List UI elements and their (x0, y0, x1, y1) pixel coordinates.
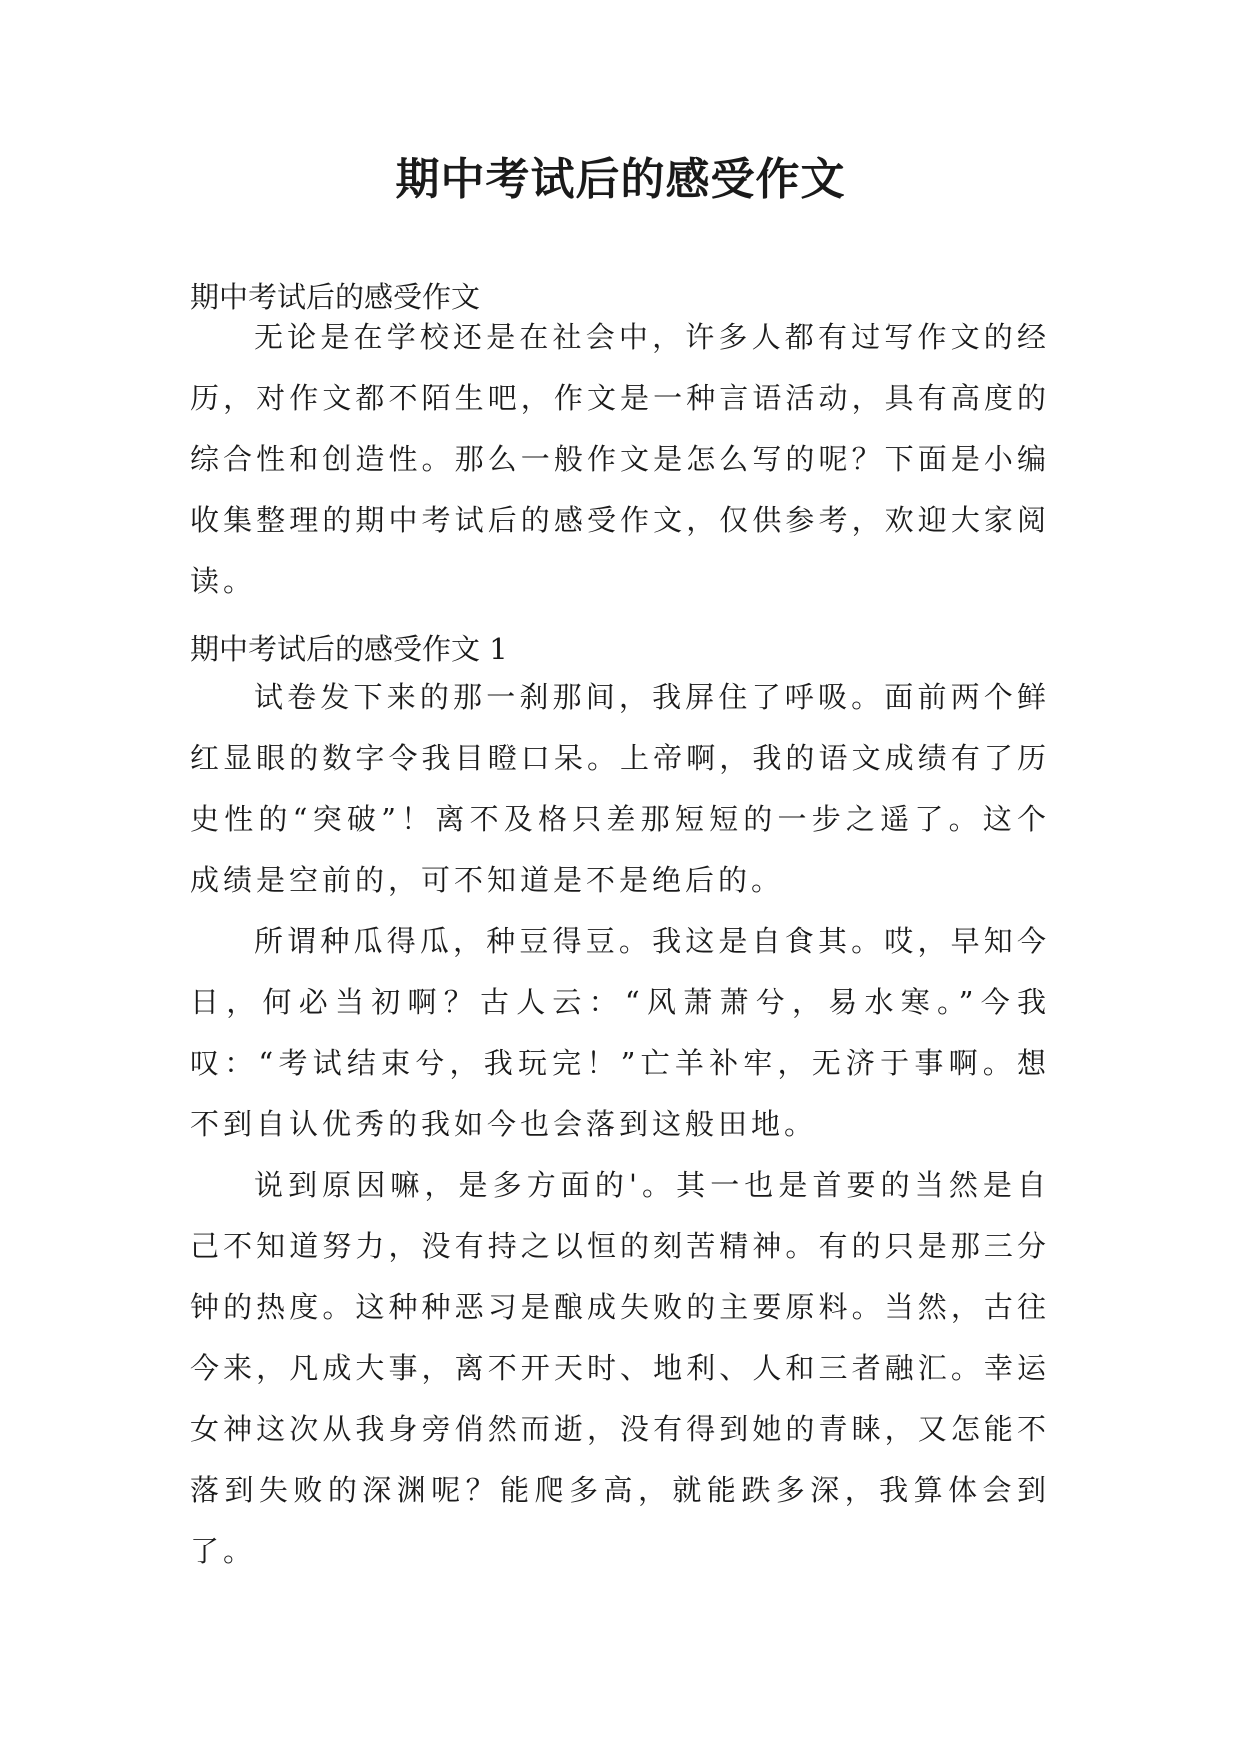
body-paragraph-1: 试卷发下来的那一刹那间，我屏住了呼吸。面前两个鲜红显眼的数字令我目瞪口呆。上帝啊，我的语文成绩有了历史性的“突破”！离不及格只差那短短的一步之遥了。这个成绩是空前的，可不知道是不是绝后的。 (190, 680, 1050, 897)
intro-heading: 期中考试后的感受作文 (190, 280, 481, 314)
body-paragraph-3: 说到原因嘛，是多方面的'。其一也是首要的当然是自己不知道努力，没有持之以恒的刻苦精神。有的只是那三分钟的热度。这种种恶习是酿成失败的主要原料。当然，古往今来，凡成大事，离不开天时、地利、人和三者融汇。幸运女神这次从我身旁俏然而逝，没有得到她的青睐，又怎能不落到失败的深渊呢？能爬多高，就能跌多深，我算体会到了。 (190, 1168, 1050, 1568)
section-heading: 期中考试后的感受作文 1 (190, 632, 508, 666)
body-paragraph-2: 所谓种瓜得瓜，种豆得豆。我这是自食其。哎，早知今日，何必当初啊？古人云：“风萧萧兮，易水寒。”今我叹：“考试结束兮，我玩完！”亡羊补牢，无济于事啊。想不到自认优秀的我如今也会落到这般田地。 (190, 924, 1050, 1141)
intro-paragraph: 无论是在学校还是在社会中，许多人都有过写作文的经历，对作文都不陌生吧，作文是一种言语活动，具有高度的综合性和创造性。那么一般作文是怎么写的呢？下面是小编收集整理的期中考试后的感受作文，仅供参考，欢迎大家阅读。 (190, 320, 1050, 598)
document-title: 期中考试后的感受作文 (395, 154, 846, 205)
